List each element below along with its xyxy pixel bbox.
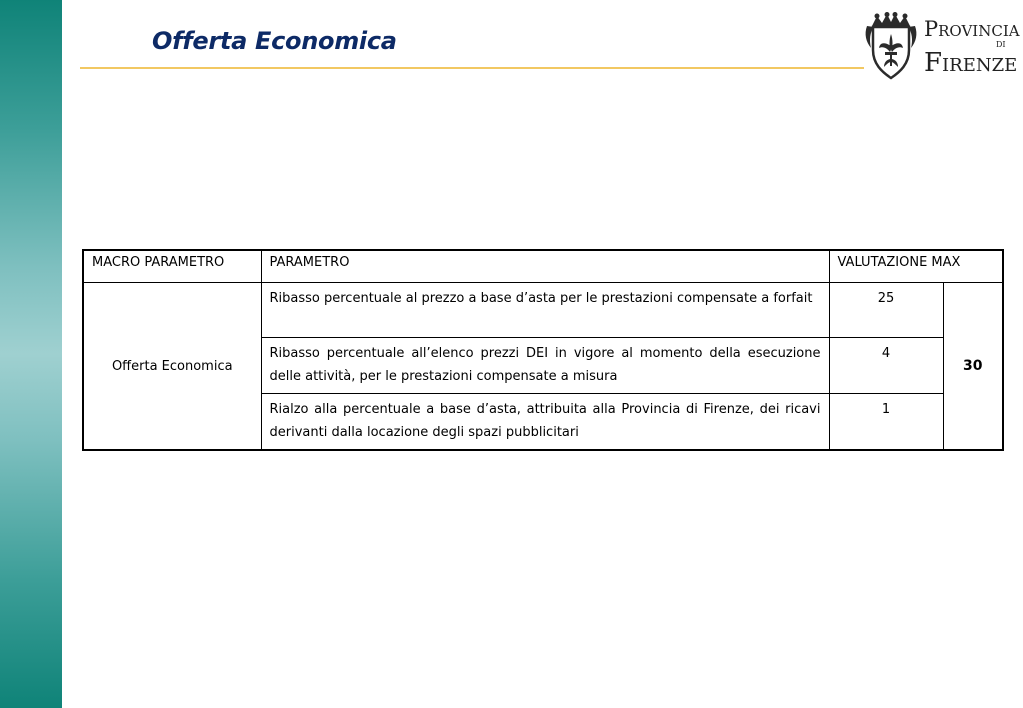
side-decorative-band — [0, 0, 62, 708]
logo-word-irenze: IRENZE — [942, 55, 1018, 76]
value-cell: 1 — [829, 394, 943, 451]
value-cell: 4 — [829, 338, 943, 394]
header-valutazione-max: VALUTAZIONE MAX — [829, 250, 1003, 283]
evaluation-table — [82, 249, 1004, 451]
table-row — [83, 283, 1003, 338]
title-underline — [80, 67, 864, 69]
parameter-cell: Ribasso percentuale al prezzo a base d’asta per le prestazioni compensate a forfait — [261, 283, 829, 338]
macro-parameter-cell: Offerta Economica — [83, 283, 261, 451]
header-macro-parametro: MACRO PARAMETRO — [83, 250, 261, 283]
logo-wordmark — [924, 17, 1020, 78]
parameter-cell: Rialzo alla percentuale a base d’asta, attribuita alla Provincia di Firenze, dei ricavi derivanti dalla locazione degli spazi pubblicitari — [261, 394, 829, 451]
table-header-row — [83, 250, 1003, 283]
provincia-firenze-logo — [864, 12, 1020, 84]
logo-word-rovincia: ROVINCIA — [938, 22, 1020, 40]
total-value-cell: 30 — [943, 283, 1003, 451]
slide-title: Offerta Economica — [152, 27, 397, 55]
logo-letter-f: F — [924, 48, 943, 78]
header-parametro: PARAMETRO — [261, 250, 829, 283]
coat-of-arms-icon — [864, 12, 918, 80]
value-cell: 25 — [829, 283, 943, 338]
logo-word-di: DI — [996, 40, 1006, 49]
logo-letter-p: P — [924, 17, 939, 41]
parameter-cell: Ribasso percentuale all’elenco prezzi DEI in vigore al momento della esecuzione delle attività, per le prestazioni compensate a misura — [261, 338, 829, 394]
